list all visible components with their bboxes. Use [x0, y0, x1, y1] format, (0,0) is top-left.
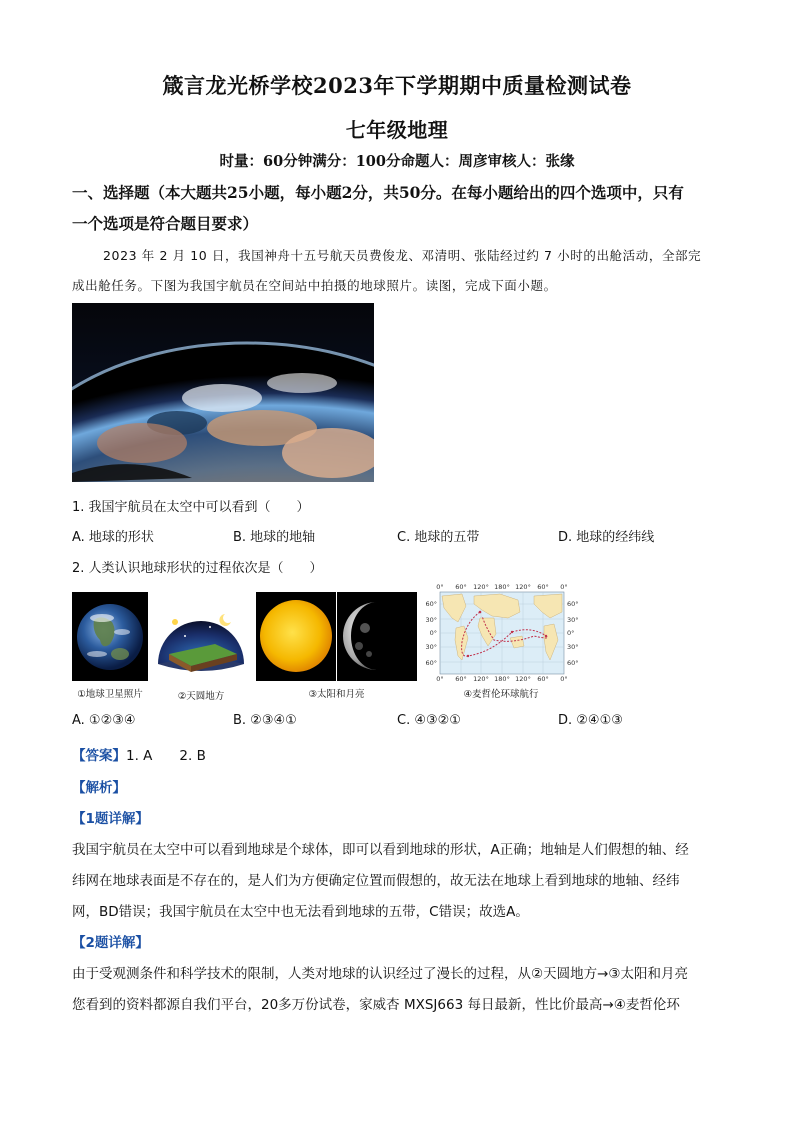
map-right-tick: 0°: [567, 629, 575, 637]
exam-title: 箴言龙光桥学校2023年下学期期中质量检测试卷: [162, 73, 632, 98]
q2-option-a[interactable]: A. ①②③④: [72, 713, 136, 728]
earth-from-space-photo: [72, 303, 374, 482]
answer-label: 【答案】: [72, 748, 126, 764]
q2-option-b[interactable]: B. ②③④①: [233, 713, 297, 728]
q2-option-c[interactable]: C. ④③②①: [397, 713, 461, 728]
map-bottom-tick: 60°: [455, 675, 467, 682]
detail-1-line1: 我国宇航员在太空中可以看到地球是个球体，即可以看到地球的形状，A正确；地轴是人们假想的轴、经: [72, 842, 689, 858]
exam-subtitle: 七年级地理: [345, 118, 449, 142]
detail-2-line2: 您看到的资料都源自我们平台，20多万份试卷，家威杏 MXSJ663 每日最新，性比价最高→④麦哲伦环: [72, 997, 680, 1013]
map-top-tick: 60°: [537, 583, 549, 591]
q2-stem: 2. 人类认识地球形状的过程依次是（ ）: [72, 561, 323, 576]
map-top-tick: 0°: [436, 583, 444, 591]
map-top-tick: 120°: [473, 583, 489, 591]
map-bottom-tick: 60°: [537, 675, 549, 682]
magellan-voyage-map: [422, 582, 580, 682]
detail-1-line3: 网，BD错误；我国宇航员在太空中也无法看到地球的五带，C错误；故选A。: [72, 904, 529, 920]
earth-satellite-photo: [72, 592, 148, 681]
q2-caption-3: ③太阳和月亮: [308, 689, 365, 700]
detail-2-line1: 由于受观测条件和科学技术的限制，人类对地球的认识经过了漫长的过程，从②天圆地方→③太阳和月亮: [72, 966, 689, 982]
answer-row: [72, 744, 206, 764]
intro-line2: 成出舱任务。下图为我国宇航员在空间站中拍摄的地球照片。读图，完成下面小题。: [72, 278, 557, 293]
exam-meta: 时量：60分钟满分：100分命题人：周彦审核人：张缘: [219, 153, 575, 170]
map-bottom-tick: 120°: [473, 675, 489, 682]
round-sky-square-earth-image: [155, 592, 247, 681]
q1-option-d[interactable]: D. 地球的经纬线: [558, 530, 655, 545]
q1-option-a[interactable]: A. 地球的形状: [72, 530, 154, 545]
map-left-tick: 30°: [425, 643, 437, 651]
q2-caption-1: ①地球卫星照片: [77, 689, 143, 700]
analysis-label: 【解析】: [72, 780, 126, 796]
map-right-tick: 60°: [567, 600, 579, 608]
map-right-tick: 30°: [567, 616, 579, 624]
sun-image: [256, 592, 336, 681]
map-bottom-tick: 0°: [560, 675, 568, 682]
map-bottom-tick: 0°: [436, 675, 444, 682]
map-top-tick: 180°: [494, 583, 510, 591]
intro-line1: 2023 年 2 月 10 日，我国神舟十五号航天员费俊龙、邓清明、张陆经过约 7 小时的出舱活动，全部完: [103, 248, 702, 263]
map-left-tick: 0°: [429, 629, 437, 637]
map-top-tick: 120°: [515, 583, 531, 591]
map-bottom-tick: 180°: [494, 675, 510, 682]
q2-caption-2: ②天圆地方: [177, 691, 225, 702]
answer-text: 1. A 2. B: [126, 748, 206, 764]
q1-stem: 1. 我国宇航员在太空中可以看到（ ）: [72, 500, 310, 515]
map-left-tick: 60°: [425, 600, 437, 608]
moon-image: [337, 592, 417, 681]
map-right-tick: 60°: [567, 659, 579, 667]
q2-option-d[interactable]: D. ②④①③: [558, 713, 623, 728]
detail-2-label: 【2题详解】: [72, 935, 149, 951]
section-heading-line1: 一、选择题（本大题共25小题，每小题2分，共50分。在每小题给出的四个选项中，只有: [72, 183, 684, 202]
map-bottom-tick: 120°: [515, 675, 531, 682]
q2-caption-4: ④麦哲伦环球航行: [463, 689, 539, 700]
detail-1-line2: 纬网在地球表面是不存在的，是人们为方便确定位置而假想的，故无法在地球上看到地球的地轴、经纬: [72, 873, 680, 889]
map-left-tick: 30°: [425, 616, 437, 624]
section-heading-line2: 一个选项是符合题目要求）: [72, 214, 259, 233]
map-top-tick: 60°: [455, 583, 467, 591]
detail-1-label: 【1题详解】: [72, 811, 149, 827]
map-top-tick: 0°: [560, 583, 568, 591]
q1-option-b[interactable]: B. 地球的地轴: [233, 530, 316, 545]
map-left-tick: 60°: [425, 659, 437, 667]
q1-option-c[interactable]: C. 地球的五带: [397, 530, 480, 545]
map-right-tick: 30°: [567, 643, 579, 651]
